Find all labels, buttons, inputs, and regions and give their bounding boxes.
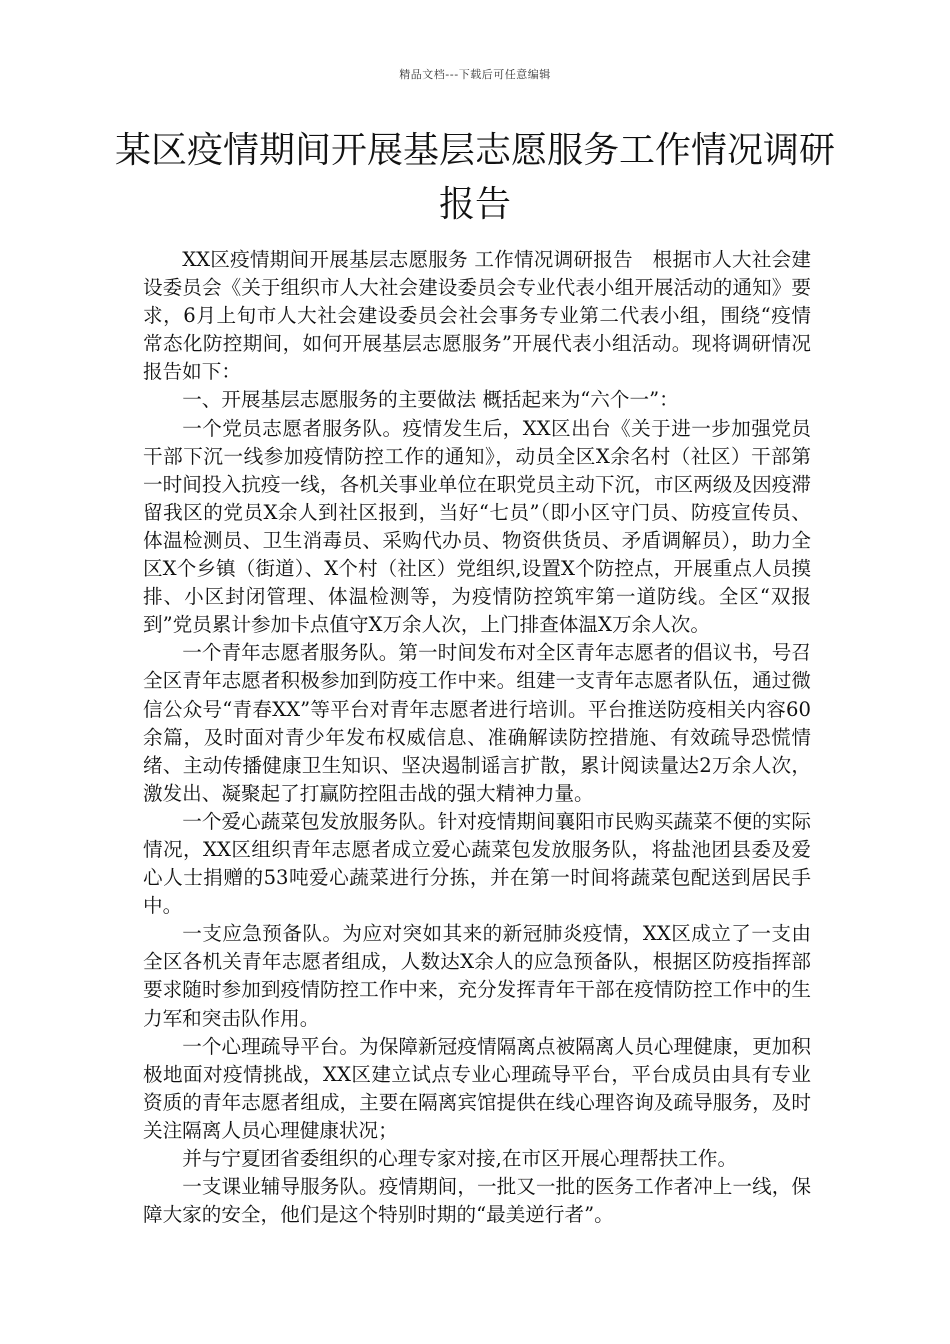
paragraph-counseling-cooperation: 并与宁夏团省委组织的心理专家对接,在市区开展心理帮扶工作。 bbox=[182, 1147, 738, 1170]
paragraph-tutoring-team: 一支课业辅导服务队。疫情期间，一批又一批的医务工作者冲上一线，保障大家的安全，他们是这个特别时期的“最美逆行者”。 bbox=[143, 1175, 811, 1227]
document-body bbox=[143, 246, 811, 1229]
paragraph-intro: XX区疫情期间开展基层志愿服务 工作情况调研报告 根据市人大社会建设委员会《关于组织市人大社会建设委员会专业代表小组开展活动的通知》要求，6月上旬市人大社会建设委员会社会事务专业第二代表小组，围绕“疫情常态化防控期间，如何开展基层志愿服务”开展代表小组活动。现将调研情况报告如下： bbox=[143, 248, 811, 384]
paragraph-vegetable-team: 一个爱心蔬菜包发放服务队。针对疫情期间襄阳市民购买蔬菜不便的实际情况，XX区组织青年志愿者成立爱心蔬菜包发放服务队，将盐池团县委及爱心人士捐赠的53吨爱心蔬菜进行分拣，并在第一时间将蔬菜包配送到居民手中。 bbox=[143, 809, 811, 918]
header-note: 精品文档---下载后可任意编辑 bbox=[399, 68, 551, 81]
paragraph-emergency-team: 一支应急预备队。为应对突如其来的新冠肺炎疫情，XX区成立了一支由全区各机关青年志愿者组成，人数达X余人的应急预备队，根据区防疫指挥部要求随时参加到疫情防控工作中来，充分发挥青年干部在疫情防控工作中的生力军和突击队作用。 bbox=[143, 922, 811, 1030]
section-heading: 一、开展基层志愿服务的主要做法 概括起来为“六个一”： bbox=[182, 388, 679, 412]
paragraph-counseling-platform: 一个心理疏导平台。为保障新冠疫情隔离点被隔离人员心理健康，更加积极地面对疫情挑战，XX区建立试点专业心理疏导平台，平台成员由具有专业资质的青年志愿者组成，主要在隔离宾馆提供在线心理咨询及疏导服务，及时关注隔离人员心理健康状况； bbox=[143, 1034, 811, 1142]
document-title: 某区疫情期间开展基层志愿服务工作情况调研报告 bbox=[114, 130, 835, 225]
paragraph-youth-volunteers: 一个青年志愿者服务队。第一时间发布对全区青年志愿者的倡议书，号召全区青年志愿者积极参加到防疫工作中来。组建一支青年志愿者队伍，通过微信公众号“青春XX”等平台对青年志愿者进行培训。平台推送防疫相关内容60余篇，及时面对青少年发布权威信息、准确解读防控措施、有效疏导恐慌情绪、主动传播健康卫生知识、坚决遏制谣言扩散，累计阅读量达2万余人次，激发出、凝聚起了打赢防控阻击战的强大精神力量。 bbox=[143, 641, 811, 805]
paragraph-party-volunteers: 一个党员志愿者服务队。疫情发生后，XX区出台《关于进一步加强党员干部下沉一线参加疫情防控工作的通知》，动员全区X余名村（社区）干部第一时间投入抗疫一线，各机关事业单位在职党员主动下沉，市区两级及因疫滞留我区的党员X余人到社区报到，当好“七员”（即小区守门员、防疫宣传员、体温检测员、卫生消毒员、采购代办员、物资供货员、矛盾调解员），助力全区X个乡镇（街道）、X个村（社区）党组织,设置X个防控点，开展重点人员摸排、小区封闭管理、体温检测等，为疫情防控筑牢第一道防线。全区“双报到”党员累计参加卡点值守X万余人次，上门排查体温X万余人次。 bbox=[143, 416, 811, 637]
